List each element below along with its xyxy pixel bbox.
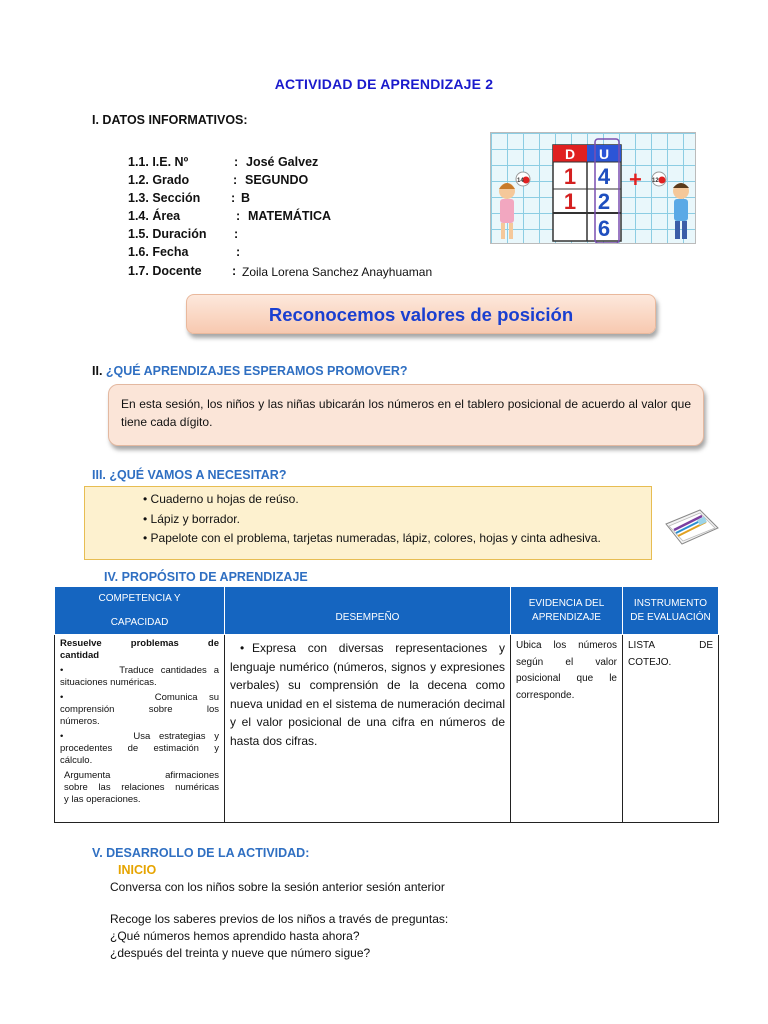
apple-left-count: 14 [517, 178, 524, 184]
materials-item-text: Papelote con el problema, tarjetas numeradas, lápiz, colores, hojas y cinta adhesiva. [150, 531, 601, 545]
capacidad-text: Usa estrategias y [133, 731, 219, 742]
info-sep: : [231, 191, 236, 205]
desempeno-text: • Expresa con diversas representaciones y lenguaje numérico (números, signos y expresiones verbales) su comprensión de la decena como nueva unidad en el sistema de numeración decimal y el valor posicional de una cifra en números de hasta dos cifras. [230, 641, 505, 748]
instrumento-text: LISTA DE COTEJO. [628, 640, 713, 668]
info-sep: : [232, 264, 237, 278]
place-value-board-image [491, 133, 696, 244]
col-d-label: D [564, 146, 576, 162]
section-3-heading: III. ¿QUÉ VAMOS A NECESITAR? [92, 468, 287, 482]
info-label: 1.3. Sección [128, 191, 201, 205]
info-row-fecha [128, 245, 241, 259]
section-5-heading: V. DESARROLLO DE LA ACTIVIDAD: [92, 846, 310, 860]
info-row-area [128, 209, 332, 223]
section-2-title: ¿QUÉ APRENDIZAJES ESPERAMOS PROMOVER? [105, 364, 408, 378]
document-title: ACTIVIDAD DE APRENDIZAJE 2 [274, 76, 494, 92]
header-comp-line: CAPACIDAD [110, 616, 169, 628]
header-instrumento-text: INSTRUMENTO DE EVALUACIÓN [630, 597, 711, 623]
capacidad-text: Argumenta afirmaciones [64, 770, 219, 781]
header-instrumento [623, 587, 719, 635]
activity-line: Conversa con los niños sobre la sesión anterior sesión anterior [110, 880, 445, 894]
section-5-subheading: INICIO [118, 863, 157, 877]
capacidad-text: situaciones numéricas. [60, 677, 157, 688]
header-evidencia [511, 587, 623, 635]
capacidad-item: • Comunica su [60, 692, 219, 703]
place-value-illustration [490, 132, 696, 244]
capacidad-text: sobre las relaciones numéricas [64, 782, 219, 793]
info-label: 1.1. I.E. Nº [128, 155, 189, 169]
digit-result: 6 [597, 216, 611, 241]
child-right-figure [652, 172, 689, 239]
evidencia-text: Ubica los números según el valor posicional que le corresponde. [516, 640, 617, 701]
digit-u1: 4 [597, 164, 611, 189]
info-sep: : [236, 209, 241, 223]
materials-item: • Lápiz y borrador. [143, 512, 240, 526]
desempeno-body: Expresa con diversas representaciones y lenguaje numérico (números, signos y expresiones verbales) su comprensión de la decena como nueva unidad en el sistema de numeración decimal y el valor posicional de una cifra en números de hasta dos cifras. [230, 641, 505, 748]
info-row-seccion [128, 191, 251, 205]
section-2-number: II. [92, 364, 103, 378]
capacidad-text: números. [60, 716, 100, 727]
school-supplies-icon [660, 502, 722, 548]
capacidad-text: Traduce cantidades a [119, 665, 219, 676]
competencia-title: Resuelve problemas de [60, 638, 219, 649]
table-header-row [55, 587, 719, 635]
capacidad-item: • Traduce cantidades a [60, 665, 219, 676]
cell-competencia [55, 635, 225, 823]
section-1-heading: I. DATOS INFORMATIVOS: [92, 113, 248, 127]
session-title-banner: Reconocemos valores de posición [186, 294, 656, 334]
info-value: José Galvez [246, 155, 319, 169]
info-sep: : [233, 173, 238, 187]
info-label: 1.4. Área [128, 209, 181, 223]
info-sep: : [234, 155, 239, 169]
capacidad-text: y las operaciones. [64, 794, 141, 805]
info-label: 1.6. Fecha [128, 245, 189, 259]
capacidad-text: cálculo. [60, 755, 93, 766]
capacidad-text: procedentes de estimación y [60, 743, 219, 754]
section-2-heading [92, 364, 408, 378]
competencia-title: cantidad [60, 650, 100, 661]
info-row-duracion [128, 227, 239, 241]
header-desempeno-text: DESEMPEÑO [335, 611, 400, 623]
info-row-grado [128, 173, 309, 187]
info-value: SEGUNDO [245, 173, 309, 187]
info-row-ie [128, 155, 319, 169]
info-value: B [241, 191, 251, 205]
info-label: 1.7. Docente [128, 264, 202, 278]
materials-item-text: Cuaderno u hojas de reúso. [150, 492, 299, 506]
header-comp-line: COMPETENCIA Y [98, 592, 181, 604]
info-sep: : [234, 227, 239, 241]
cell-desempeno [225, 635, 511, 823]
apple-right-count: 12 [652, 178, 659, 184]
header-evidencia-text: EVIDENCIA DEL APRENDIZAJE [528, 597, 605, 623]
table-row [55, 635, 719, 823]
learning-expectation-box: En esta sesión, los niños y las niñas ubicarán los números en el tablero posicional de acuerdo al valor que tiene cada dígito. [108, 384, 704, 446]
info-label: 1.2. Grado [128, 173, 190, 187]
materials-box [84, 486, 652, 560]
child-left-figure [499, 172, 530, 239]
cell-evidencia [511, 635, 623, 823]
header-competencia [55, 587, 225, 635]
section-4-heading: IV. PROPÓSITO DE APRENDIZAJE [104, 570, 308, 584]
plus-sign: + [629, 167, 642, 192]
info-label: 1.5. Duración [128, 227, 207, 241]
digit-u2: 2 [597, 189, 611, 214]
activity-line: ¿Qué números hemos aprendido hasta ahora? [110, 929, 360, 943]
info-sep: : [236, 245, 241, 259]
capacidad-item: • Usa estrategias y [60, 731, 219, 742]
materials-item-text: Lápiz y borrador. [150, 512, 240, 526]
info-value: MATEMÁTICA [248, 209, 332, 223]
activity-line: Recoge los saberes previos de los niños a través de preguntas: [110, 912, 449, 926]
info-row-docente [128, 264, 433, 279]
materials-item: • Papelote con el problema, tarjetas numeradas, lápiz, colores, hojas y cinta adhesiva. [143, 531, 601, 545]
digit-d2: 1 [563, 189, 577, 214]
cell-instrumento [623, 635, 719, 823]
learning-purpose-table [54, 586, 719, 823]
capacidad-text: Comunica su [154, 692, 219, 703]
activity-line: ¿después del treinta y nueve que número sigue? [110, 946, 371, 960]
digit-d1: 1 [563, 164, 577, 189]
capacidad-text: comprensión sobre los [60, 704, 219, 715]
col-u-label: U [598, 146, 610, 162]
header-desempeno [225, 587, 511, 635]
materials-item: • Cuaderno u hojas de reúso. [143, 492, 299, 506]
info-value: Zoila Lorena Sanchez Anayhuaman [242, 265, 433, 279]
